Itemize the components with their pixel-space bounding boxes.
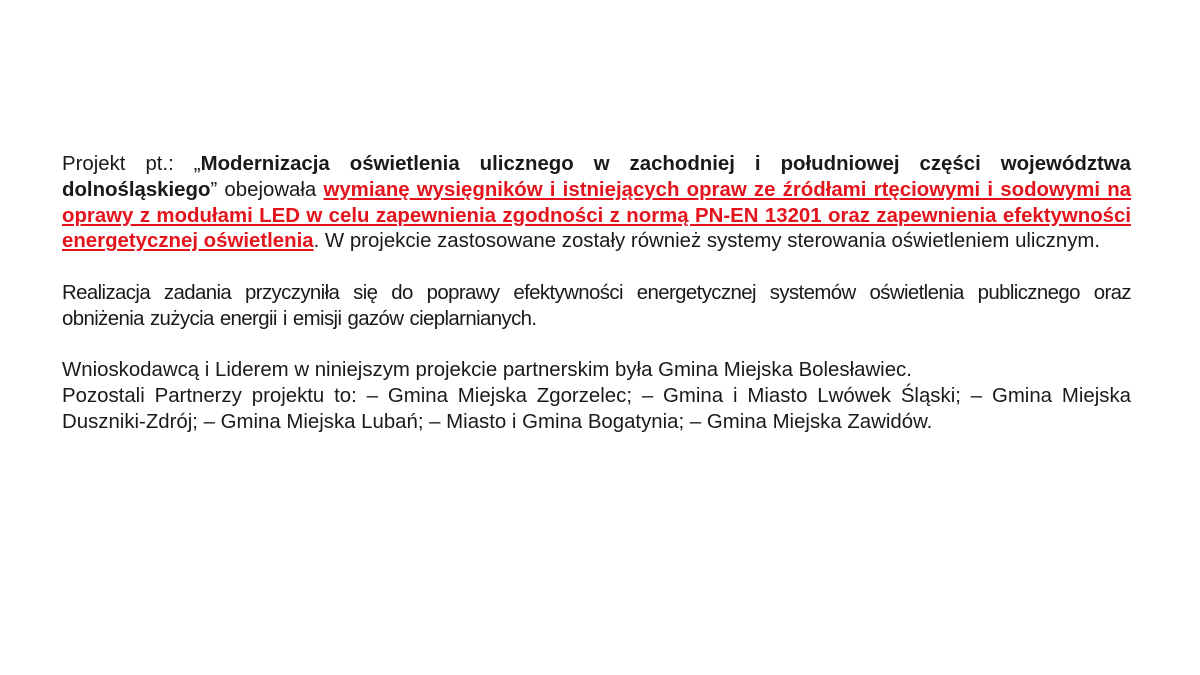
project-prefix: Projekt pt.: „ bbox=[62, 153, 201, 175]
project-after-title: ” obejowała bbox=[210, 178, 324, 201]
project-partners-line: Pozostali Partnerzy projektu to: – Gmina Miejska Zgorzelec; – Gmina i Miasto Lwówek Śląski; – Gmina Miejska Duszniki-Zdrój; – Gmina Miejska Lubań; – Miasto i Gmina Bogatynia; – Gmina Miejska Zawidów. bbox=[62, 385, 1131, 433]
project-title: Modernizacja oświetlenia ulicznego w zachodniej i południowej części województwa dolnośląskiego bbox=[62, 153, 1132, 201]
project-leader-line: Wnioskodawcą i Liderem w niniejszym projekcie partnerskim była Gmina Miejska Bolesławiec. bbox=[62, 359, 912, 382]
project-suffix: . W projekcie zastosowane zostały również systemy sterowania oświetleniem ulicznym. bbox=[313, 230, 1101, 253]
project-partners-paragraph bbox=[62, 358, 1131, 435]
project-description-paragraph bbox=[62, 152, 1131, 255]
project-outcome-paragraph: Realizacja zadania przyczyniła się do poprawy efektywności energetycznej systemów oświetlenia publicznego oraz obniżenia zużycia energii i emisji gazów cieplarnianych. bbox=[62, 281, 1131, 330]
slide-content bbox=[62, 152, 1131, 436]
project-scope-highlight: wymianę wysięgników i istniejących opraw ze źródłami rtęciowymi i sodowymi na oprawy z modułami LED w celu zapewnienia zgodności z normą PN-EN 13201 oraz zapewnienia efektywności energetycznej oświetlenia bbox=[62, 178, 1131, 253]
